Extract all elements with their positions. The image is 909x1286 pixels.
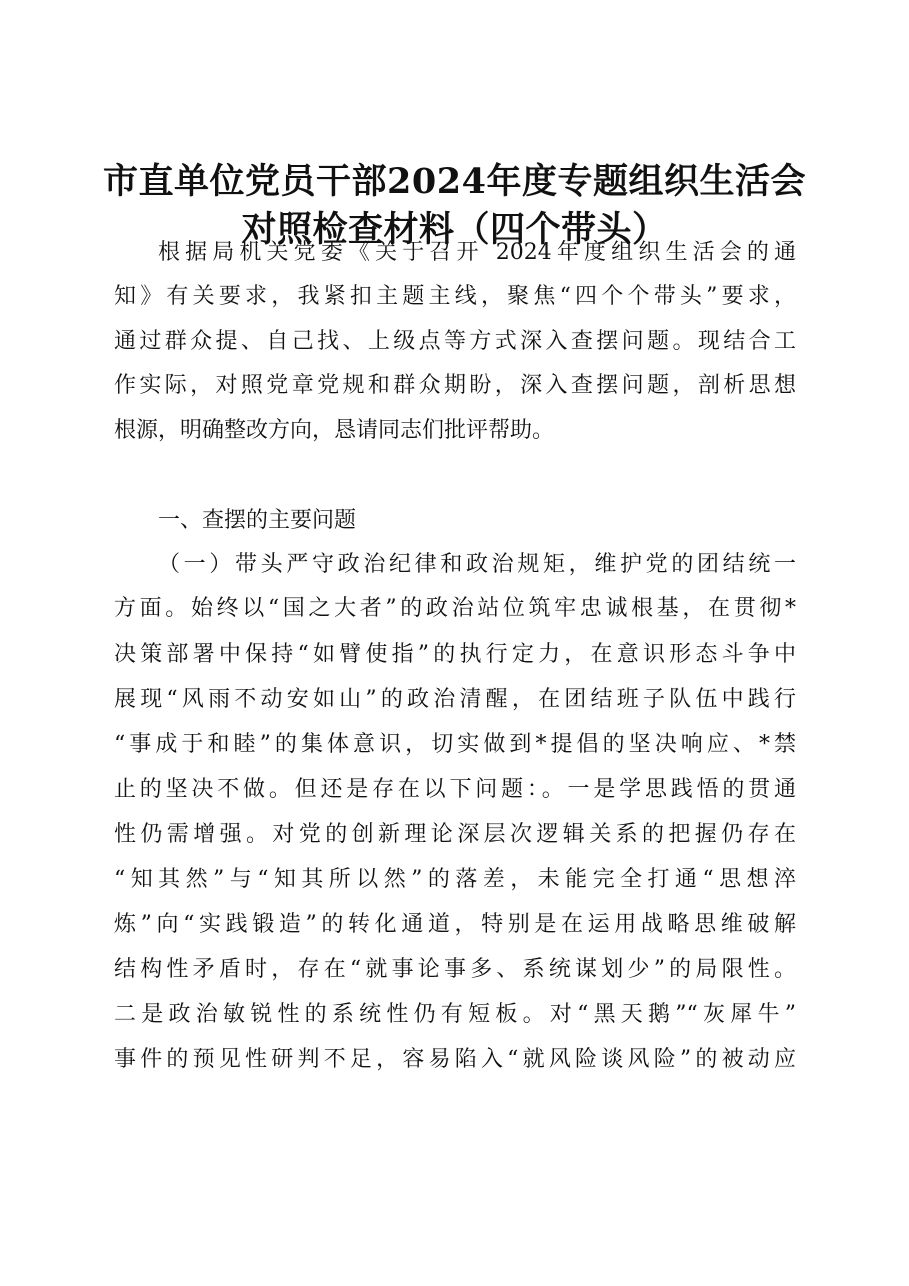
intro-paragraph-line: 知》有关要求，我紧扣主题主线，聚焦“四个个带头”要求， bbox=[114, 284, 796, 309]
body-paragraph-line: 事件的预见性研判不足，容易陷入“就风险谈风险”的被动应 bbox=[114, 1047, 796, 1072]
intro-paragraph-line: 根源，明确整改方向，恳请同志们批评帮助。 bbox=[114, 418, 555, 443]
body-paragraph-line: 结构性矛盾时，存在“就事论事多、系统谋划少”的局限性。 bbox=[114, 957, 796, 982]
intro-paragraph-line: 作实际，对照党章党规和群众期盼，深入查摆问题，剖析思想 bbox=[114, 373, 796, 398]
body-paragraph-line: 二是政治敏锐性的系统性仍有短板。对“黑天鹅”“灰犀牛” bbox=[114, 1002, 796, 1027]
body-paragraph-line: 性仍需增强。对党的创新理论深层次逻辑关系的把握仍存在 bbox=[114, 822, 796, 847]
document-title-line-1: 市直单位党员干部2024年度专题组织生活会 bbox=[103, 161, 806, 202]
body-paragraph-line: （一）带头严守政治纪律和政治规矩，维护党的团结统一 bbox=[158, 552, 796, 577]
document-title-line-2: 对照检查材料（四个带头） bbox=[241, 209, 668, 250]
intro-paragraph-line: 根据局机关党委《关于召开 2024年度组织生活会的通 bbox=[158, 240, 796, 265]
section-heading: 一、查摆的主要问题 bbox=[158, 508, 357, 533]
intro-paragraph-line: 通过群众提、自己找、上级点等方式深入查摆问题。现结合工 bbox=[114, 329, 796, 354]
body-paragraph-line: 炼”向“实践锻造”的转化通道，特别是在运用战略思维破解 bbox=[114, 912, 796, 937]
body-paragraph-line: 展现“风雨不动安如山”的政治清醒，在团结班子队伍中践行 bbox=[114, 687, 796, 712]
body-paragraph-line: 方面。始终以“国之大者”的政治站位筑牢忠诚根基，在贯彻* bbox=[114, 596, 796, 621]
body-paragraph-line: “事成于和睦”的集体意识，切实做到*提倡的坚决响应、*禁 bbox=[114, 732, 796, 757]
body-paragraph-line: 决策部署中保持“如臂使指”的执行定力，在意识形态斗争中 bbox=[114, 642, 796, 667]
body-paragraph-line: “知其然”与“知其所以然”的落差，未能完全打通“思想淬 bbox=[114, 867, 796, 892]
body-paragraph-line: 止的坚决不做。但还是存在以下问题：。一是学思践悟的贯通 bbox=[114, 777, 796, 802]
